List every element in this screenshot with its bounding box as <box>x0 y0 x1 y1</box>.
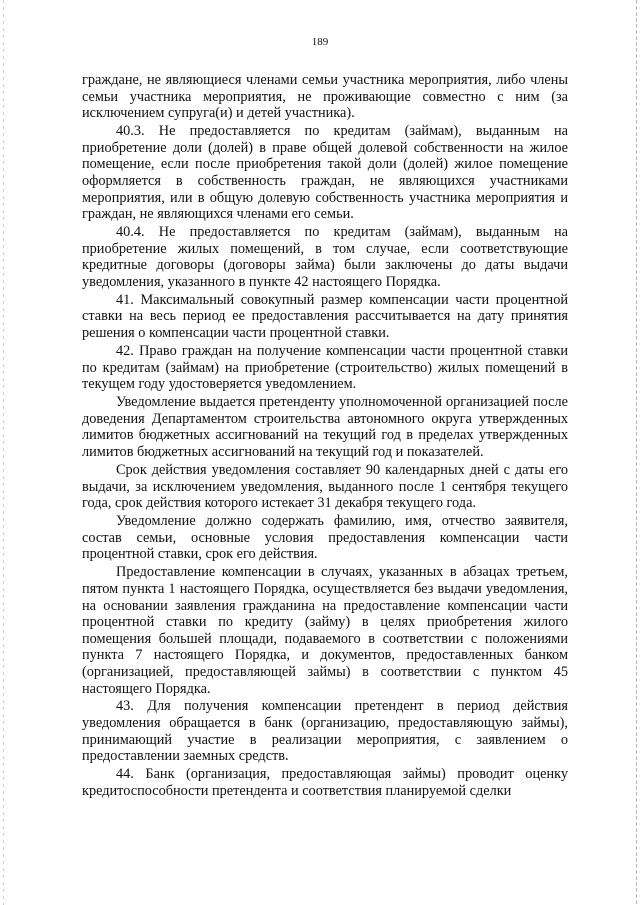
paragraph-40-3: 40.3. Не предоставляется по кредитам (займам), выданным на приобретение доли (долей) в праве общей долевой собственности на жилое помещение, если после приобретения такой доли (долей) жилое помещение оформляется в собственность граждан, не являющихся участниками мероприятия, или в общую долевую собственность участника мероприятия и граждан, не являющихся членами его семьи. <box>82 123 568 223</box>
paragraph-40-4: 40.4. Не предоставляется по кредитам (займам), выданным на приобретение жилых помещений, в том случае, если соответствующие кредитные договоры (договоры займа) были заключены до даты выдачи уведомления, указанного в пункте 42 настоящего Порядка. <box>82 224 568 290</box>
document-body <box>82 72 568 799</box>
paragraph-notice-issue: Уведомление выдается претенденту уполномоченной организацией после доведения Департаментом строительства автономного округа утвержденных лимитов бюджетных ассигнований на текущий год в пределах утвержденных лимитов бюджетных ассигнований на текущий год и показателей. <box>82 394 568 461</box>
paragraph-notice-content: Уведомление должно содержать фамилию, имя, отчество заявителя, состав семьи, основные условия предоставления компенсации части процентной ставки, срок его действия. <box>82 513 568 563</box>
paragraph-compensation-cases: Предоставление компенсации в случаях, указанных в абзацах третьем, пятом пункта 1 настоящего Порядка, осуществляется без выдачи уведомления, на основании заявления гражданина на предоставление компенсации части процентной ставки по кредиту (займу) в целях приобретения жилого помещения большей площади, подаваемого в соответствии с положениями пункта 7 настоящего Порядка, и документов, предоставленных банком (организацией, предоставляющей займы) в соответствии с пунктом 45 настоящего Порядка. <box>82 564 568 697</box>
paragraph-41: 41. Максимальный совокупный размер компенсации части процентной ставки на весь период ее предоставления рассчитывается на дату принятия решения о компенсации части процентной ставки. <box>82 291 568 342</box>
paragraph-42: 42. Право граждан на получение компенсации части процентной ставки по кредитам (займам) на приобретение (строительство) жилых помещений в текущем году удостоверяется уведомлением. <box>82 343 568 393</box>
paragraph-43: 43. Для получения компенсации претендент в период действия уведомления обращается в банк (организацию, предоставляющую займы), принимающий участие в реализации мероприятия, с заявлением о предоставлении заемных средств. <box>82 698 568 765</box>
scan-edge-right <box>636 0 637 905</box>
scan-edge-left <box>3 0 4 905</box>
paragraph-continuation: граждане, не являющиеся членами семьи участника мероприятия, либо члены семьи участника мероприятия, не проживающие совместно с ним (за исключением супруга(и) и детей участника). <box>82 72 568 122</box>
paragraph-notice-term: Срок действия уведомления составляет 90 календарных дней с даты его выдачи, за исключением уведомления, выданного после 1 сентября текущего года, срок действия которого истекает 31 декабря текущего года. <box>82 462 568 512</box>
page-number: 189 <box>311 36 329 48</box>
paragraph-44: 44. Банк (организация, предоставляющая займы) проводит оценку кредитоспособности претендента и соответствия планируемой сделки <box>82 766 568 799</box>
